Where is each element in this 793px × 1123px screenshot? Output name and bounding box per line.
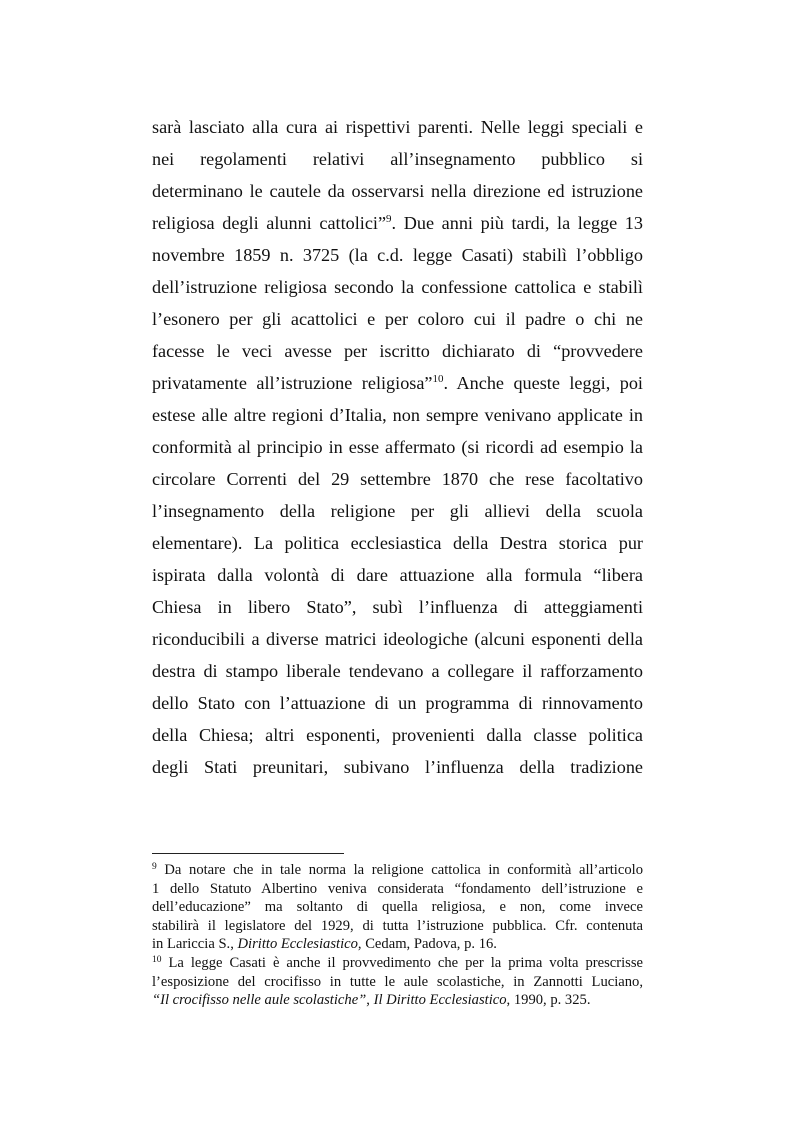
body-line: riconducibili a diverse matrici ideologiche (alcuni esponenti della	[152, 629, 643, 649]
body-line: circolare Correnti del 29 settembre 1870 che rese facoltativo	[152, 469, 643, 489]
body-text-segment: religiosa degli alunni cattolici”	[152, 213, 387, 233]
body-line: determinano le cautele da osservarsi nella direzione ed istruzione	[152, 181, 643, 201]
footnote-line	[152, 954, 643, 973]
footnote-text: in Lariccia S.,	[152, 936, 238, 953]
footnote-ref-10[interactable]: 10	[432, 373, 444, 385]
citation-title: Diritto Ecclesiastico	[237, 936, 358, 953]
body-line: destra di stampo liberale tendevano a collegare il rafforzamento	[152, 661, 643, 681]
footnote-text: , Cedam, Padova, p. 16.	[357, 936, 497, 953]
footnote-9	[152, 861, 643, 954]
body-line: degli Stati preunitari, subivano l’influenza della tradizione	[152, 757, 643, 777]
footnote-number: 9	[152, 862, 157, 872]
body-line: l’insegnamento della religione per gli allievi della scuola	[152, 501, 643, 521]
footnote-separator	[152, 853, 344, 854]
citation-journal-title: Il Diritto Ecclesiastico	[373, 992, 507, 1009]
body-line	[152, 367, 643, 399]
footnote-10	[152, 954, 643, 1010]
footnote-line: l’esposizione del crocifisso in tutte le aule scolastiche, in Zannotti Luciano,	[152, 973, 643, 990]
footnote-line: stabilirà il legislatore del 1929, di tutta l’istruzione pubblica. Cfr. contenuta	[152, 917, 643, 934]
body-line	[152, 207, 643, 239]
body-line: novembre 1859 n. 3725 (la c.d. legge Casati) stabilì l’obbligo	[152, 245, 643, 265]
footnotes	[152, 861, 643, 1010]
footnote-line	[152, 991, 643, 1010]
body-text-segment: privatamente all’istruzione religiosa”	[152, 373, 433, 393]
footnote-line: 1 dello Statuto Albertino veniva considerata “fondamento dell’istruzione e	[152, 880, 643, 897]
footnote-number: 10	[152, 954, 162, 965]
body-text-segment: . Anche queste leggi, poi	[443, 373, 643, 393]
body-line: estese alle altre regioni d’Italia, non sempre venivano applicate in	[152, 405, 643, 425]
footnote-text: Da notare che in tale norma la religione cattolica in conformità all’articolo	[164, 862, 643, 878]
body-line: l’esonero per gli acattolici e per coloro cui il padre o chi ne	[152, 309, 643, 329]
body-line: dell’istruzione religiosa secondo la confessione cattolica e stabilì	[152, 277, 643, 297]
footnote-ref-9[interactable]: 9	[386, 213, 392, 225]
citation-article-title: “Il crocifisso nelle aule scolastiche”	[152, 992, 367, 1009]
body-line: elementare). La politica ecclesiastica della Destra storica pur	[152, 533, 643, 553]
footnote-text: ,	[366, 992, 374, 1009]
footnote-line	[152, 861, 643, 880]
body-line: facesse le veci avesse per iscritto dichiarato di “provvedere	[152, 341, 643, 361]
body-line: ispirata dalla volontà di dare attuazione alla formula “libera	[152, 565, 643, 585]
body-line: della Chiesa; altri esponenti, provenienti dalla classe politica	[152, 725, 643, 745]
footnote-line: dell’educazione” ma soltanto di quella religiosa, e non, come invece	[152, 899, 643, 916]
body-line: conformità al principio in esse affermato (si ricordi ad esempio la	[152, 437, 643, 457]
body-line: Chiesa in libero Stato”, subì l’influenza di atteggiamenti	[152, 597, 643, 617]
footnote-line	[152, 935, 643, 954]
body-line: dello Stato con l’attuazione di un programma di rinnovamento	[152, 693, 643, 713]
body-line: sarà lasciato alla cura ai rispettivi parenti. Nelle leggi speciali e	[152, 117, 643, 137]
footnote-text: , 1990, p. 325.	[506, 992, 591, 1009]
body-line: nei regolamenti relativi all’insegnamento pubblico si	[152, 149, 643, 169]
footnote-text: La legge Casati è anche il provvedimento che per la prima volta prescrisse	[168, 954, 643, 971]
body-text	[152, 111, 643, 783]
body-text-segment: . Due anni più tardi, la legge 13	[391, 213, 643, 233]
